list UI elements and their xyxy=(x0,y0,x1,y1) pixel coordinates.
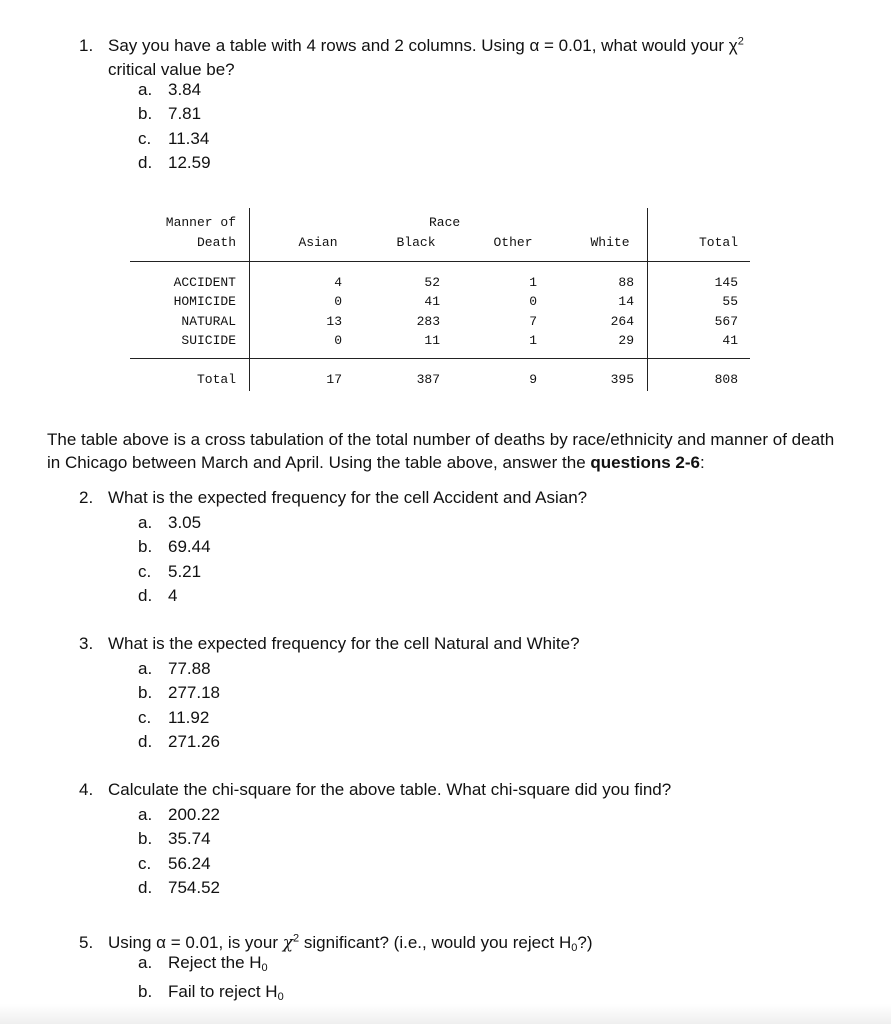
option[interactable]: c. 11.92 xyxy=(138,707,210,727)
column-total: 387 xyxy=(416,372,440,387)
question-number: 4. xyxy=(79,780,94,799)
column-header: Black xyxy=(396,235,436,250)
option[interactable]: a. 200.22 xyxy=(138,805,220,824)
table-cell: 1 xyxy=(529,275,537,290)
row-total: 55 xyxy=(722,294,738,309)
row-label: HOMICIDE xyxy=(173,294,236,309)
question-text-continued: critical value be? xyxy=(108,59,235,79)
column-header: Asian xyxy=(298,235,338,250)
question-number: 2. xyxy=(79,488,94,507)
table-cell: 13 xyxy=(326,314,342,329)
row-label: SUICIDE xyxy=(181,333,236,348)
question-text: Say you have a table with 4 rows and 2 columns. Using α = 0.01, what would your $\chi^2$ xyxy=(108,35,744,55)
table-cell: 11 xyxy=(424,333,440,348)
column-total: 9 xyxy=(529,372,537,387)
row-total: 41 xyxy=(722,333,738,348)
option[interactable]: d. 754.52 xyxy=(138,878,220,898)
option[interactable]: a. Reject the $H_0$ xyxy=(138,953,268,974)
table-cell: 283 xyxy=(416,314,440,329)
table-cell: 0 xyxy=(334,294,342,309)
total-divider xyxy=(647,208,648,391)
question-4 xyxy=(79,778,671,802)
option[interactable]: d. 4 xyxy=(138,586,178,606)
option[interactable]: a. 3.05 xyxy=(138,513,202,532)
row-total: 145 xyxy=(714,275,738,290)
option[interactable]: d. 271.26 xyxy=(138,732,220,752)
question-2 xyxy=(79,486,587,510)
question-1 xyxy=(79,29,744,82)
body-rule xyxy=(130,358,750,359)
question-1-options xyxy=(138,78,211,176)
option[interactable]: b. 7.81 xyxy=(138,104,202,124)
column-total: 395 xyxy=(610,372,634,387)
question-text: What is the expected frequency for the cell Natural and White? xyxy=(108,634,580,653)
table-cell: 52 xyxy=(424,275,440,290)
table-cell: 14 xyxy=(618,294,634,309)
intro-paragraph: The table above is a cross tabulation of the total number of deaths by race/ethnicity and manner of death in Chicago between March and April. Using the table above, answer the questions 2-6: xyxy=(47,430,835,472)
column-total: 17 xyxy=(326,372,342,387)
table-cell: 0 xyxy=(334,333,342,348)
header-rule xyxy=(130,261,750,262)
column-header: Other xyxy=(493,235,533,250)
option[interactable]: b. 277.18 xyxy=(138,683,220,703)
grand-total: 808 xyxy=(714,372,738,387)
option[interactable]: c. 11.34 xyxy=(138,128,210,148)
row-label: NATURAL xyxy=(181,314,236,329)
option[interactable]: a. 3.84 xyxy=(138,80,202,99)
question-text: What is the expected frequency for the cell Accident and Asian? xyxy=(108,488,588,507)
crosstab-table xyxy=(130,208,750,398)
question-text: Calculate the chi-square for the above table. What chi-square did you find? xyxy=(108,780,672,799)
table-cell: 88 xyxy=(618,275,634,290)
table-cell: 0 xyxy=(529,294,537,309)
question-number: 3. xyxy=(79,634,94,653)
option[interactable]: c. 56.24 xyxy=(138,853,211,873)
question-3 xyxy=(79,632,580,656)
question-2-options xyxy=(138,511,211,609)
row-header-line2: Death xyxy=(196,235,236,250)
totals-row-label: Total xyxy=(196,372,236,387)
column-header-total: Total xyxy=(698,235,738,250)
option[interactable]: b. 35.74 xyxy=(138,829,211,849)
table-cell: 264 xyxy=(610,314,634,329)
row-label: ACCIDENT xyxy=(173,275,236,290)
column-header: White xyxy=(590,235,630,250)
question-number: 1. xyxy=(79,35,94,55)
table-cell: 7 xyxy=(529,314,537,329)
question-4-options xyxy=(138,803,220,901)
table-cell: 4 xyxy=(334,275,342,290)
question-text: Using α = 0.01, is your $\chi^2$ significant? (i.e., would you reject $H_0$?) xyxy=(108,932,593,954)
option[interactable]: a. 77.88 xyxy=(138,659,211,678)
option[interactable]: b. Fail to reject $H_0$ xyxy=(138,982,284,1004)
table-cell: 41 xyxy=(424,294,440,309)
page-bottom-edge xyxy=(0,1004,891,1024)
question-5-options xyxy=(138,951,284,1010)
question-3-options xyxy=(138,657,220,755)
table-cell: 1 xyxy=(529,333,537,348)
option[interactable]: c. 5.21 xyxy=(138,561,202,581)
row-total: 567 xyxy=(714,314,738,329)
question-number: 5. xyxy=(79,932,94,952)
option[interactable]: d. 12.59 xyxy=(138,153,211,173)
table-cell: 29 xyxy=(618,333,634,348)
option[interactable]: b. 69.44 xyxy=(138,537,211,557)
row-header-line1: Manner of xyxy=(165,215,236,230)
row-label-divider xyxy=(249,208,250,391)
column-group-header: Race xyxy=(429,215,461,230)
